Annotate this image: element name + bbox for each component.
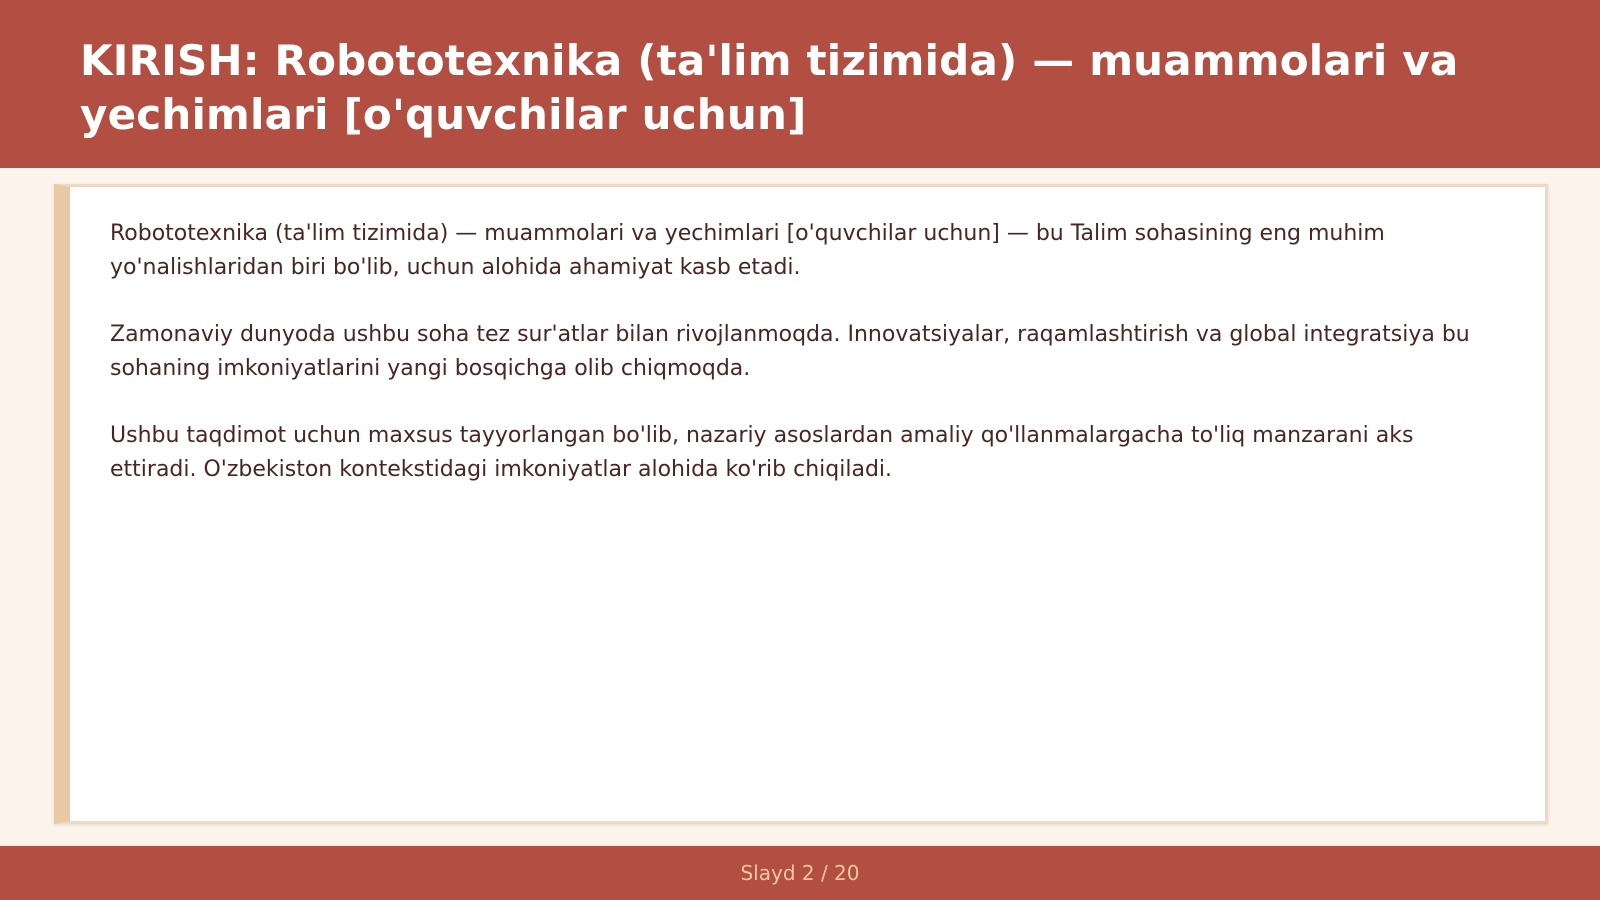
content-body [110,217,1495,520]
content-card [54,184,1548,824]
slide-footer [0,846,1600,900]
paragraph-presentation-purpose: Ushbu taqdimot uchun maxsus tayyorlangan bo'lib, nazariy asoslardan amaliy qo'llanmalargacha to'liq manzarani aks ettiradi. O'zbekiston kontekstidagi imkoniyatlar alohida ko'rib chiqiladi. [110,423,1414,482]
paragraph-modern-world: Zamonaviy dunyoda ushbu soha tez sur'atlar bilan rivojlanmoqda. Innovatsiyalar, raqamlashtirish va global integratsiya bu sohaning imkoniyatlarini yangi bosqichga olib chiqmoqda. [110,322,1470,381]
slide-title: KIRISH: Robototexnika (ta'lim tizimida) — muammolari va yechimlari [o'quvchilar uchun] [80,36,1459,139]
slide-number: Slayd 2 / 20 [740,861,860,885]
slide-header [0,0,1600,168]
paragraph-intro: Robototexnika (ta'lim tizimida) — muammolari va yechimlari [o'quvchilar uchun] — bu Talim sohasining eng muhim yo'nalishlaridan biri bo'lib, uchun alohida ahamiyat kasb etadi. [110,221,1385,280]
